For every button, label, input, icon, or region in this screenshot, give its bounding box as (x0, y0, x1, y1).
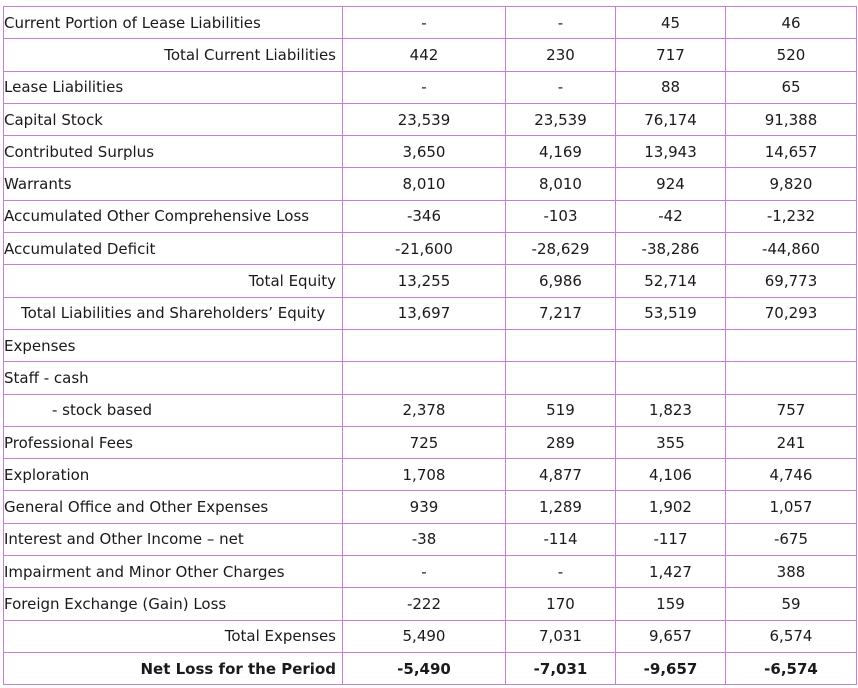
value-cell: 69,773 (726, 265, 857, 297)
value-cell: 13,697 (343, 297, 506, 329)
value-cell: 924 (616, 168, 726, 200)
table-row (4, 39, 857, 71)
table-row (4, 168, 857, 200)
table-row (4, 136, 857, 168)
value-cell: 388 (726, 556, 857, 588)
value-cell: - (506, 71, 616, 103)
value-cell (343, 329, 506, 361)
value-cell: 4,106 (616, 459, 726, 491)
value-cell: 13,943 (616, 136, 726, 168)
value-cell: 9,820 (726, 168, 857, 200)
value-cell: 8,010 (506, 168, 616, 200)
value-cell (343, 362, 506, 394)
table-row (4, 362, 857, 394)
row-label: Accumulated Other Comprehensive Loss (4, 200, 343, 232)
value-cell (616, 329, 726, 361)
value-cell: 46 (726, 7, 857, 39)
value-cell: 1,427 (616, 556, 726, 588)
value-cell: 53,519 (616, 297, 726, 329)
value-cell: -5,490 (343, 652, 506, 684)
value-cell: -222 (343, 588, 506, 620)
row-label: Warrants (4, 168, 343, 200)
value-cell (726, 329, 857, 361)
value-cell: 23,539 (506, 103, 616, 135)
value-cell: -7,031 (506, 652, 616, 684)
value-cell: 7,217 (506, 297, 616, 329)
table-row (4, 200, 857, 232)
row-label: Capital Stock (4, 103, 343, 135)
value-cell: 7,031 (506, 620, 616, 652)
value-cell: 8,010 (343, 168, 506, 200)
value-cell: 230 (506, 39, 616, 71)
value-cell: 65 (726, 71, 857, 103)
value-cell: 519 (506, 394, 616, 426)
value-cell: 289 (506, 426, 616, 458)
value-cell: 4,746 (726, 459, 857, 491)
row-label: Net Loss for the Period (4, 652, 343, 684)
value-cell: 6,986 (506, 265, 616, 297)
value-cell: 14,657 (726, 136, 857, 168)
net-loss-row (4, 652, 857, 684)
value-cell: 717 (616, 39, 726, 71)
table-row (4, 329, 857, 361)
value-cell: - (343, 71, 506, 103)
table-row (4, 394, 857, 426)
value-cell: 725 (343, 426, 506, 458)
value-cell: 76,174 (616, 103, 726, 135)
value-cell: 52,714 (616, 265, 726, 297)
value-cell: 91,388 (726, 103, 857, 135)
value-cell: 241 (726, 426, 857, 458)
value-cell: 23,539 (343, 103, 506, 135)
value-cell: 9,657 (616, 620, 726, 652)
value-cell: 2,378 (343, 394, 506, 426)
row-label: Professional Fees (4, 426, 343, 458)
row-label: Impairment and Minor Other Charges (4, 556, 343, 588)
row-label: Accumulated Deficit (4, 233, 343, 265)
row-label: Expenses (4, 329, 343, 361)
table-row (4, 588, 857, 620)
value-cell (506, 329, 616, 361)
value-cell: 1,823 (616, 394, 726, 426)
value-cell: 13,255 (343, 265, 506, 297)
value-cell: -38 (343, 523, 506, 555)
value-cell: 88 (616, 71, 726, 103)
row-label: Total Expenses (4, 620, 343, 652)
value-cell: - (343, 7, 506, 39)
value-cell: 45 (616, 7, 726, 39)
row-label: General Office and Other Expenses (4, 491, 343, 523)
table-row (4, 426, 857, 458)
table-row (4, 233, 857, 265)
table-row (4, 265, 857, 297)
table-row (4, 491, 857, 523)
row-label: Lease Liabilities (4, 71, 343, 103)
value-cell: 1,708 (343, 459, 506, 491)
value-cell: 159 (616, 588, 726, 620)
value-cell: -21,600 (343, 233, 506, 265)
value-cell: 1,057 (726, 491, 857, 523)
value-cell: -38,286 (616, 233, 726, 265)
value-cell: -6,574 (726, 652, 857, 684)
row-label: Foreign Exchange (Gain) Loss (4, 588, 343, 620)
row-label: Total Liabilities and Shareholders’ Equity (4, 297, 343, 329)
value-cell: 5,490 (343, 620, 506, 652)
row-label: Current Portion of Lease Liabilities (4, 7, 343, 39)
value-cell: 1,289 (506, 491, 616, 523)
table-row (4, 297, 857, 329)
row-label: Contributed Surplus (4, 136, 343, 168)
value-cell: 442 (343, 39, 506, 71)
value-cell: -28,629 (506, 233, 616, 265)
table-row (4, 620, 857, 652)
value-cell: 3,650 (343, 136, 506, 168)
value-cell: -675 (726, 523, 857, 555)
value-cell: 757 (726, 394, 857, 426)
table-row (4, 459, 857, 491)
value-cell: 520 (726, 39, 857, 71)
value-cell: 355 (616, 426, 726, 458)
row-label: Interest and Other Income – net (4, 523, 343, 555)
row-label: Exploration (4, 459, 343, 491)
value-cell: 4,169 (506, 136, 616, 168)
table-row (4, 103, 857, 135)
table-row (4, 523, 857, 555)
value-cell: - (506, 7, 616, 39)
value-cell: 6,574 (726, 620, 857, 652)
value-cell: -117 (616, 523, 726, 555)
value-cell: -114 (506, 523, 616, 555)
value-cell: 170 (506, 588, 616, 620)
value-cell: - (506, 556, 616, 588)
row-label: Total Equity (4, 265, 343, 297)
table-row (4, 7, 857, 39)
value-cell: 59 (726, 588, 857, 620)
value-cell (616, 362, 726, 394)
value-cell: -44,860 (726, 233, 857, 265)
value-cell (506, 362, 616, 394)
value-cell: 70,293 (726, 297, 857, 329)
value-cell: -42 (616, 200, 726, 232)
value-cell: -103 (506, 200, 616, 232)
value-cell: -9,657 (616, 652, 726, 684)
value-cell (726, 362, 857, 394)
value-cell: 4,877 (506, 459, 616, 491)
table-row (4, 71, 857, 103)
financial-table (3, 6, 857, 685)
value-cell: -346 (343, 200, 506, 232)
table-row (4, 556, 857, 588)
value-cell: 939 (343, 491, 506, 523)
row-label: - stock based (4, 394, 343, 426)
value-cell: - (343, 556, 506, 588)
value-cell: 1,902 (616, 491, 726, 523)
value-cell: -1,232 (726, 200, 857, 232)
row-label: Staff - cash (4, 362, 343, 394)
row-label: Total Current Liabilities (4, 39, 343, 71)
